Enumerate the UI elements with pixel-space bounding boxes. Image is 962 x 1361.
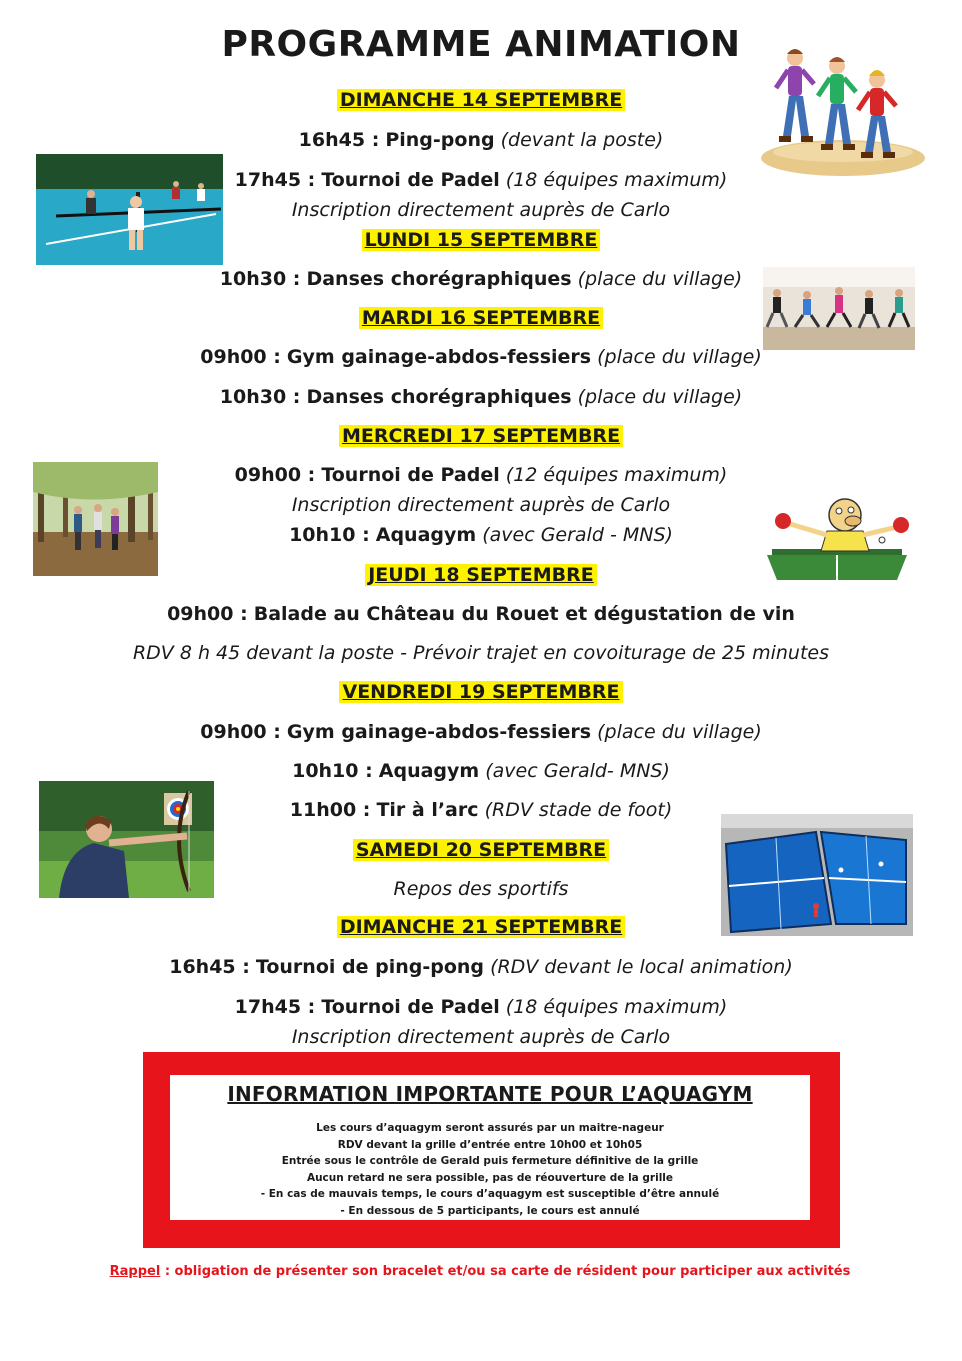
event-note: Repos des sportifs <box>393 878 569 900</box>
dancers-cartoon-image <box>755 40 925 180</box>
event-note: Inscription directement auprès de Carlo <box>291 1026 671 1048</box>
rappel-note: Rappel : obligation de présenter son bracelet et/ou sa carte de résident pour participer aux activités <box>109 1264 851 1279</box>
event-line: 09h00 : Gym gainage-abdos-fessiers (place du village) <box>200 721 762 743</box>
day-heading-samedi-20: SAMEDI 20 SEPTEMBRE <box>0 839 962 861</box>
dance-class-photo <box>763 267 915 350</box>
page-title: PROGRAMME ANIMATION <box>221 24 741 65</box>
day-heading-dimanche-14: DIMANCHE 14 SEPTEMBRE <box>0 89 962 111</box>
info-title: INFORMATION IMPORTANTE POUR L’AQUAGYM <box>227 1082 753 1106</box>
forest-walk-photo <box>33 462 158 576</box>
event-line: 16h45 : Tournoi de ping-pong (RDV devant le local animation) <box>169 956 793 978</box>
info-line: Aucun retard ne sera possible, pas de réouverture de la grille <box>306 1172 674 1184</box>
event-line: 09h00 : Gym gainage-abdos-fessiers (place du village) <box>200 346 762 368</box>
day-heading-jeudi-18: JEUDI 18 SEPTEMBRE <box>0 564 962 586</box>
day-heading-mardi-16: MARDI 16 SEPTEMBRE <box>0 307 962 329</box>
event-note: RDV 8 h 45 devant la poste - Prévoir trajet en covoiturage de 25 minutes <box>132 642 830 664</box>
day-heading-vendredi-19: VENDREDI 19 SEPTEMBRE <box>0 681 962 703</box>
day-heading-mercredi-17: MERCREDI 17 SEPTEMBRE <box>0 425 962 447</box>
event-line: 10h30 : Danses chorégraphiques (place du village) <box>219 268 743 290</box>
event-note: Inscription directement auprès de Carlo <box>291 199 671 221</box>
info-line: Entrée sous le contrôle de Gerald puis fermeture définitive de la grille <box>281 1155 699 1167</box>
ping-pong-cartoon-image <box>757 485 917 590</box>
event-line: 10h10 : Aquagym (avec Gerald - MNS) <box>289 524 673 546</box>
info-line: - En dessous de 5 participants, le cours est annulé <box>340 1205 640 1217</box>
event-line: 10h30 : Danses chorégraphiques (place du village) <box>219 386 743 408</box>
info-line: RDV devant la grille d’entrée entre 10h00 et 10h05 <box>337 1139 643 1151</box>
padel-courts-aerial-photo <box>721 814 913 936</box>
event-note: Inscription directement auprès de Carlo <box>291 494 671 516</box>
archery-photo <box>39 781 214 898</box>
event-line: 16h45 : Ping-pong (devant la poste) <box>298 129 664 151</box>
event-line: 17h45 : Tournoi de Padel (18 équipes maximum) <box>234 169 728 191</box>
info-line: - En cas de mauvais temps, le cours d’aquagym est susceptible d’être annulé <box>260 1188 720 1200</box>
event-line: 10h10 : Aquagym (avec Gerald- MNS) <box>292 760 670 782</box>
info-line: Les cours d’aquagym seront assurés par un maitre-nageur <box>316 1122 664 1134</box>
event-line: 17h45 : Tournoi de Padel (18 équipes maximum) <box>234 996 728 1018</box>
event-line: 11h00 : Tir à l’arc (RDV stade de foot) <box>289 799 673 821</box>
event-line: 09h00 : Tournoi de Padel (12 équipes maximum) <box>234 464 728 486</box>
padel-court-photo <box>36 154 223 265</box>
day-heading-lundi-15: LUNDI 15 SEPTEMBRE <box>0 229 962 251</box>
day-heading-dimanche-21: DIMANCHE 21 SEPTEMBRE <box>0 916 962 938</box>
event-line: 09h00 : Balade au Château du Rouet et dégustation de vin <box>167 603 795 625</box>
